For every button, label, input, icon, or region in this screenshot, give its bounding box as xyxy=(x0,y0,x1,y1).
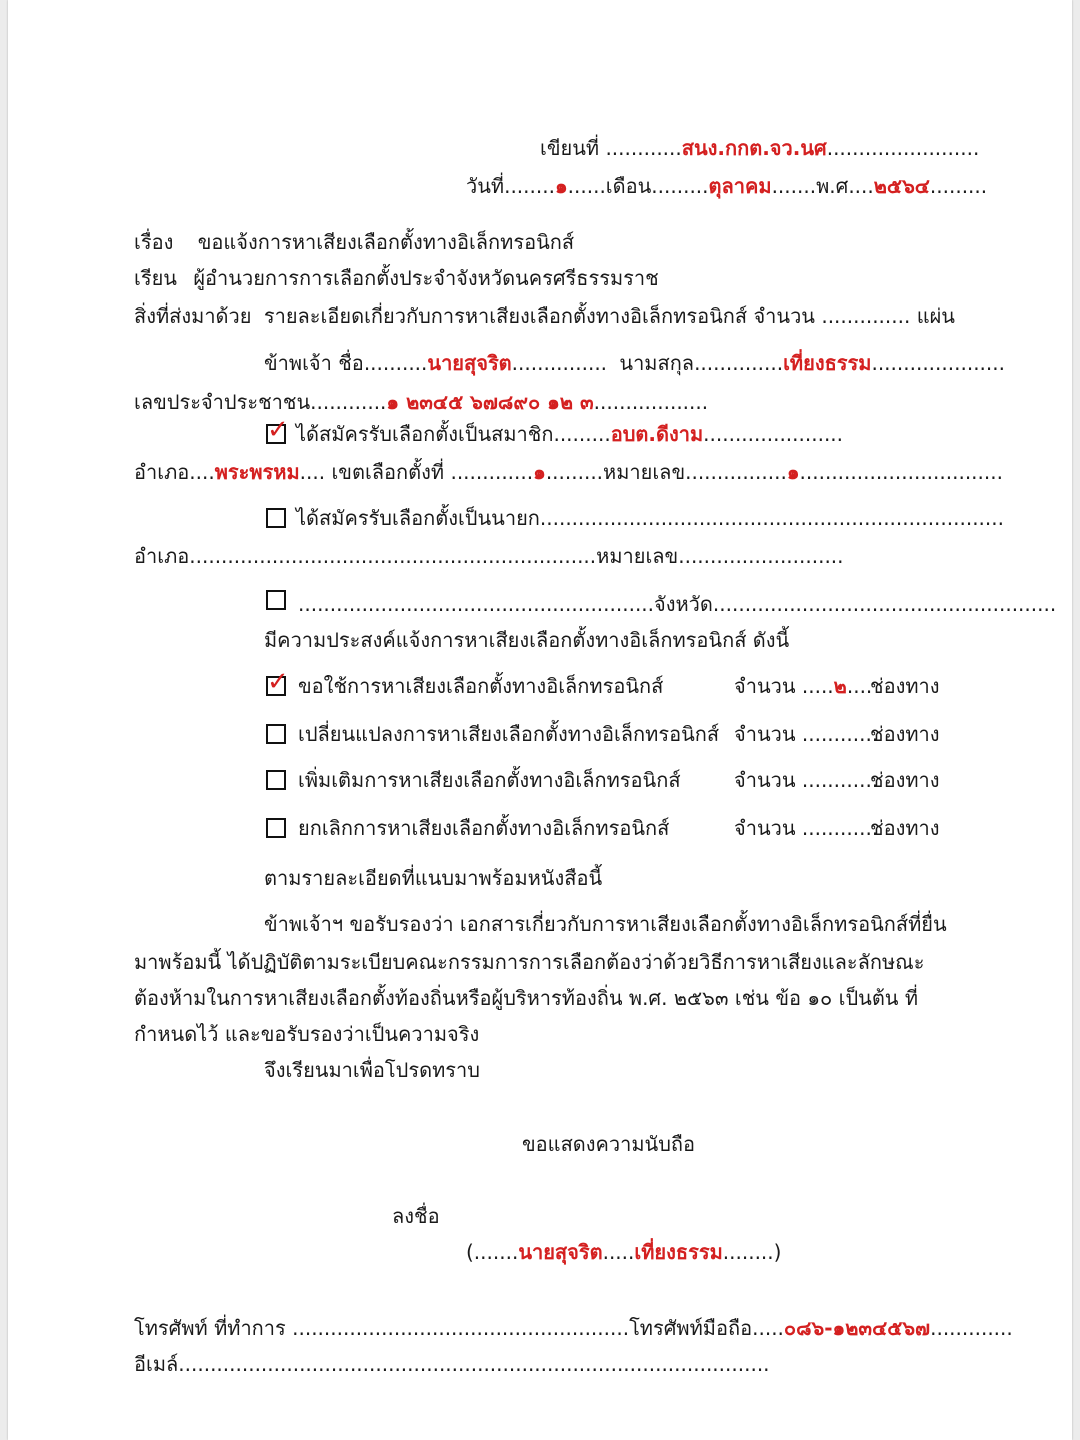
dots: ........................ xyxy=(826,136,980,160)
request-count xyxy=(734,720,878,748)
request-change-checkbox[interactable] xyxy=(266,724,286,744)
request-row xyxy=(298,720,719,748)
request-label: ขอใช้การหาเสียงเลือกตั้งทางอิเล็กทรอนิกส์ xyxy=(298,674,664,698)
phone-line xyxy=(134,1314,1013,1342)
signature-first-name: นายสุจริต xyxy=(518,1240,603,1264)
request-add-checkbox[interactable] xyxy=(266,770,286,790)
subject-line xyxy=(134,228,574,256)
closing-request: จึงเรียนมาเพื่อโปรดทราบ xyxy=(264,1058,480,1082)
certification-line: กำหนดไว้ และขอรับรองว่าเป็นความจริง xyxy=(134,1022,480,1046)
attachment-line xyxy=(134,302,955,330)
name-value: นายสุจริต xyxy=(427,351,512,375)
check-mark-icon: ✓ xyxy=(267,667,289,697)
written-at-label: เขียนที่ xyxy=(540,136,600,160)
mayor-option-line xyxy=(296,504,1004,532)
phone-label: โทรศัพท์ ที่ทำการ .....................................................โทรศัพท์มือถือ..... xyxy=(134,1316,784,1340)
email-line: อีเมล์............................................................................................. xyxy=(134,1352,770,1376)
surname-label: นามสกุล.............. xyxy=(619,351,784,375)
member-checkbox[interactable] xyxy=(266,415,289,445)
mobile-value: ๐๘๖-๑๒๓๔๕๖๗ xyxy=(783,1316,931,1340)
mayor-checkbox[interactable] xyxy=(266,508,286,528)
request-cancel-checkbox[interactable] xyxy=(266,818,286,838)
count-unit: ช่องทาง xyxy=(870,722,940,746)
count-label: จำนวน ..... xyxy=(734,674,834,698)
request-row xyxy=(298,672,663,700)
dots: ...................... xyxy=(703,422,844,446)
subject-label: เรื่อง xyxy=(134,230,174,254)
certification-line: มาพร้อมนี้ ได้ปฏิบัติตามระเบียบคณะกรรมการการเลือกต้องว่าด้วยวิธีการหาเสียงและลักษณะ xyxy=(134,950,925,974)
district-value: พระพรหม xyxy=(214,460,300,484)
request-label: เปลี่ยนแปลงการหาเสียงเลือกตั้งทางอิเล็กทรอนิกส์ xyxy=(298,722,720,746)
written-at-value: สนง.กกต.จว.นศ xyxy=(681,136,827,160)
date-day-label: วันที่........ xyxy=(466,174,555,198)
signature-name-line xyxy=(466,1238,781,1266)
date-month-value: ตุลาคม xyxy=(708,174,772,198)
dots: ............ xyxy=(605,136,682,160)
request-label: เพิ่มเติมการหาเสียงเลือกตั้งทางอิเล็กทรอนิกส์ xyxy=(298,768,681,792)
citizen-id-line xyxy=(134,388,708,416)
member-option-label: ได้สมัครรับเลือกตั้งเป็นสมาชิก......... xyxy=(296,422,611,446)
mayor-district-text: อำเภอ................................................................หมายเลข.......................... xyxy=(134,544,844,568)
count-unit: ช่องทาง xyxy=(870,816,940,840)
citizen-id-value: ๑ ๒๓๔๕ ๖๗๘๙๐ ๑๒ ๓ xyxy=(386,390,594,414)
paren-close: ........) xyxy=(722,1240,782,1264)
signature-label: ลงชื่อ xyxy=(392,1204,440,1228)
request-use-checkbox[interactable] xyxy=(266,667,289,697)
signature-last-name: เที่ยงธรรม xyxy=(634,1240,723,1264)
subject-text: ขอแจ้งการหาเสียงเลือกตั้งทางอิเล็กทรอนิกส์ xyxy=(197,230,575,254)
request-count xyxy=(734,766,878,794)
dots: ................................ xyxy=(799,460,1003,484)
dots: ............... xyxy=(511,351,608,375)
applicant-name-line xyxy=(264,349,1005,377)
request-label: ยกเลิกการหาเสียงเลือกตั้งทางอิเล็กทรอนิกส์ xyxy=(298,816,670,840)
request-count xyxy=(734,814,878,842)
candidate-number-label: .........หมายเลข................ xyxy=(545,460,787,484)
certification-line: ต้องห้ามในการหาเสียงเลือกตั้งท้องถิ่นหรือผู้บริหารท้องถิ่น พ.ศ. ๒๕๖๓ เช่น ข้อ ๑๐ เป็นต้น ที่ xyxy=(134,986,919,1010)
count-label: จำนวน ............ xyxy=(734,722,879,746)
dots: ..................... xyxy=(871,351,1005,375)
closing: ขอแสดงความนับถือ xyxy=(522,1132,696,1156)
count-label: จำนวน ............ xyxy=(734,768,879,792)
name-label: ข้าพเจ้า ชื่อ.......... xyxy=(264,351,428,375)
dots: .... xyxy=(846,674,873,698)
paren-open: (....... xyxy=(466,1240,519,1264)
request-count xyxy=(734,672,872,700)
document-page xyxy=(8,0,1072,1440)
zone-value: ๑ xyxy=(533,460,546,484)
attachment-label: สิ่งที่ส่งมาด้วย xyxy=(134,304,252,328)
recipient-text: ผู้อำนวยการการเลือกตั้งประจำจังหวัดนครศรีธรรมราช xyxy=(193,266,659,290)
count-unit: ช่องทาง xyxy=(870,674,940,698)
date-month-label: ......เดือน......... xyxy=(567,174,709,198)
date-line xyxy=(466,172,987,200)
member-district-line xyxy=(134,458,1003,486)
request-row xyxy=(298,766,681,794)
other-option-line xyxy=(298,590,1056,618)
district-label: อำเภอ.... xyxy=(134,460,215,484)
attachment-text: รายละเอียดเกี่ยวกับการหาเสียงเลือกตั้งทางอิเล็กทรอนิกส์ จำนวน .............. แผ่น xyxy=(263,304,955,328)
count-value: ๒ xyxy=(833,674,847,698)
candidate-number-value: ๑ xyxy=(786,460,800,484)
surname-value: เที่ยงธรรม xyxy=(783,351,872,375)
count-unit: ช่องทาง xyxy=(870,768,940,792)
member-option-line xyxy=(296,420,843,448)
dots: ..... xyxy=(602,1240,635,1264)
intent-line xyxy=(264,626,789,654)
date-year-label: .......พ.ศ.... xyxy=(771,174,874,198)
recipient-line xyxy=(134,264,659,292)
dots: .................. xyxy=(593,390,709,414)
request-row xyxy=(298,814,669,842)
dots: ............. xyxy=(930,1316,1013,1340)
written-at-line xyxy=(540,134,979,162)
date-year-value: ๒๕๖๔ xyxy=(873,174,930,198)
recipient-label: เรียน xyxy=(134,266,177,290)
member-option-value: อบต.ดีงาม xyxy=(610,422,704,446)
count-label: จำนวน ............ xyxy=(734,816,879,840)
intent-text: มีความประสงค์แจ้งการหาเสียงเลือกตั้งทางอิเล็กทรอนิกส์ ดังนี้ xyxy=(264,628,790,652)
zone-label: .... เขตเลือกตั้งที่ ............. xyxy=(299,460,534,484)
dots: ......... xyxy=(929,174,988,198)
other-checkbox[interactable] xyxy=(266,590,286,610)
other-option-label: ........................................................จังหวัด...................................................... xyxy=(298,592,1057,616)
certification-line: ข้าพเจ้าฯ ขอรับรองว่า เอกสารเกี่ยวกับการหาเสียงเลือกตั้งทางอิเล็กทรอนิกส์ที่ยื่น xyxy=(264,912,947,936)
details-note: ตามรายละเอียดที่แนบมาพร้อมหนังสือนี้ xyxy=(264,866,603,890)
check-mark-icon: ✓ xyxy=(267,415,289,445)
date-day-value: ๑ xyxy=(554,174,568,198)
citizen-id-label: เลขประจำประชาชน............ xyxy=(134,390,387,414)
mayor-district-line xyxy=(134,542,844,570)
mayor-option-label: ได้สมัครรับเลือกตั้งเป็นนายก......................................................................... xyxy=(296,506,1004,530)
